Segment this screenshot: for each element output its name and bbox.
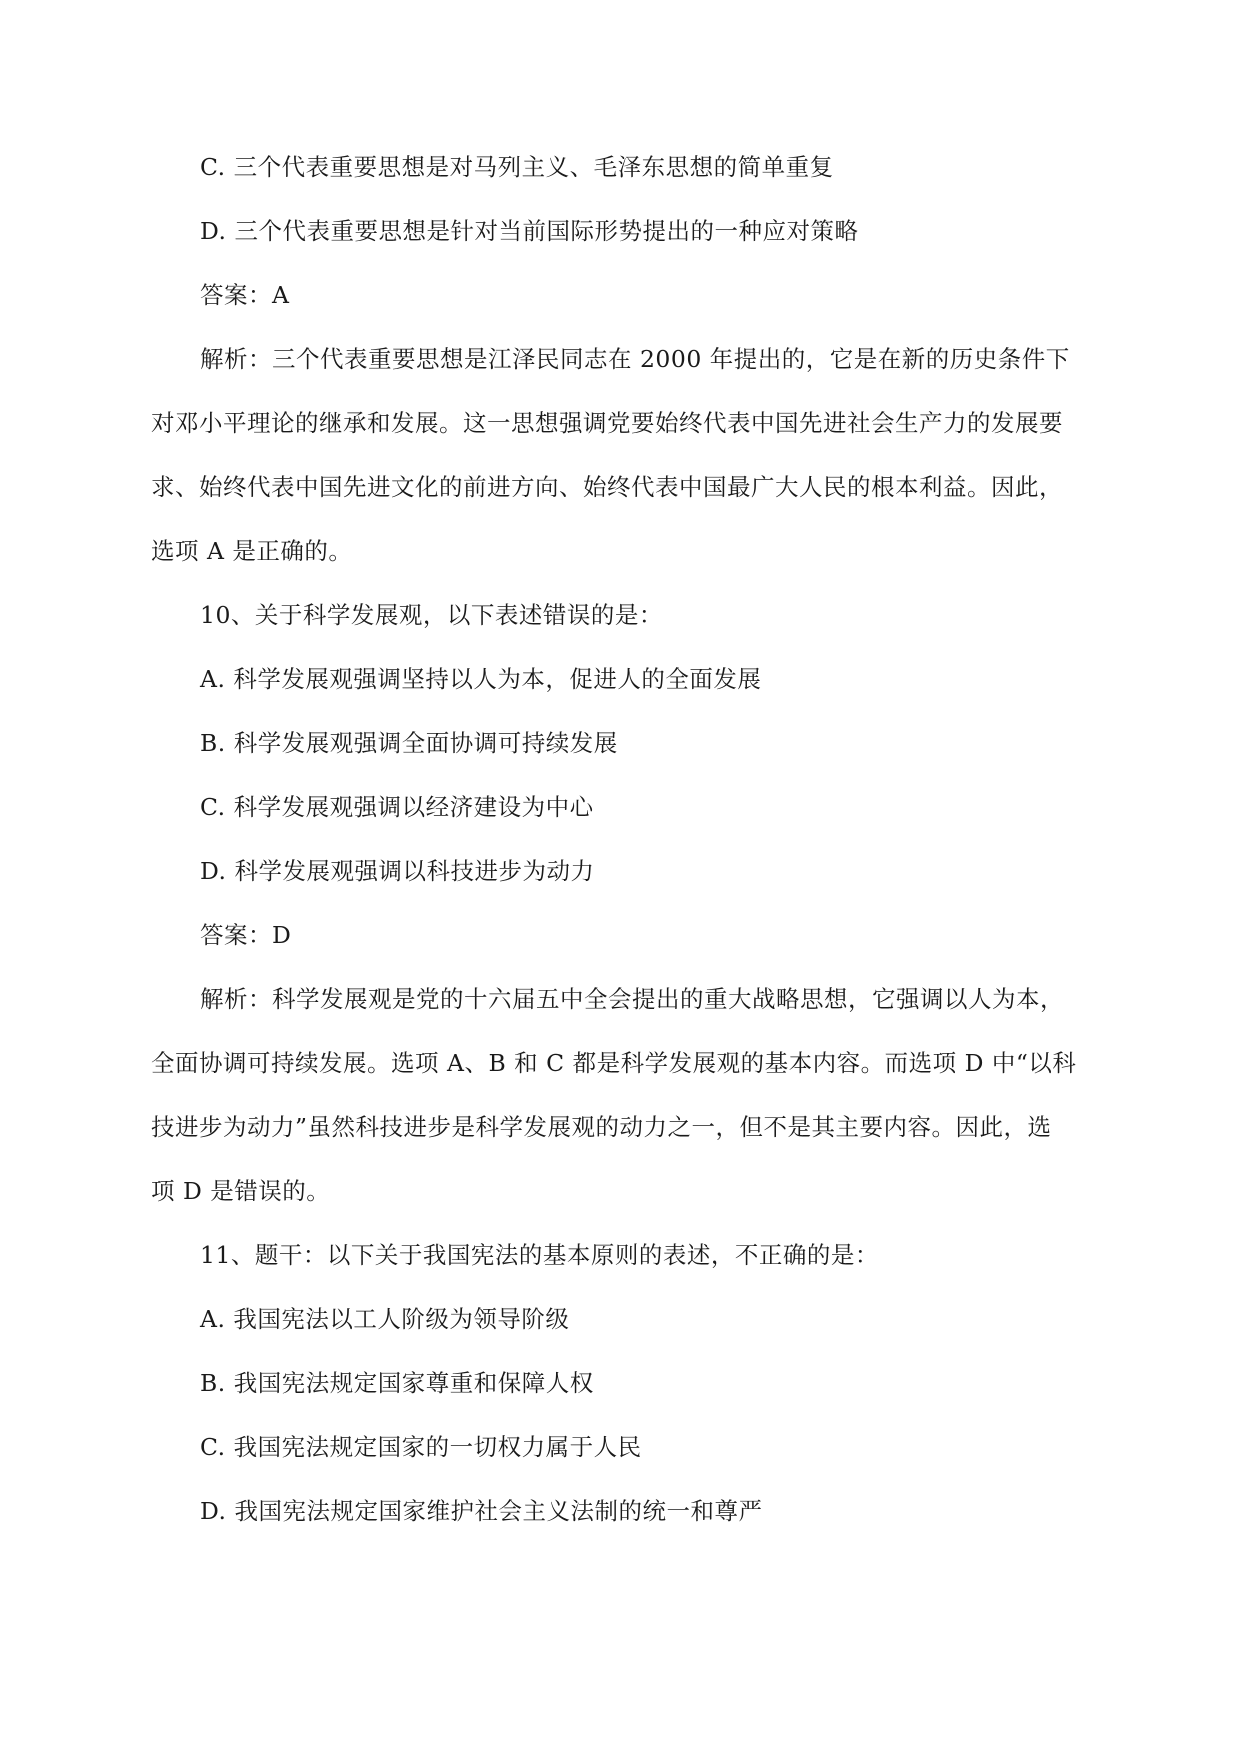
q11-option-d: D. 我国宪法规定国家维护社会主义法制的统一和尊严 <box>200 1497 763 1525</box>
q10-answer: 答案：D <box>200 921 292 949</box>
q10-analysis-line-1: 解析：科学发展观是党的十六届五中全会提出的重大战略思想，它强调以人为本， <box>200 985 1064 1013</box>
q10-option-c: C. 科学发展观强调以经济建设为中心 <box>200 793 594 821</box>
q10-analysis-line-3: 技进步为动力”虽然科技进步是科学发展观的动力之一，但不是其主要内容。因此，选 <box>151 1113 1052 1141</box>
q9-analysis-line-3: 求、始终代表中国先进文化的前进方向、始终代表中国最广大人民的根本利益。因此， <box>151 473 1063 501</box>
q10-option-b: B. 科学发展观强调全面协调可持续发展 <box>200 729 618 757</box>
q9-option-d: D. 三个代表重要思想是针对当前国际形势提出的一种应对策略 <box>200 217 859 245</box>
q9-answer: 答案：A <box>200 281 290 309</box>
q10-analysis-line-4: 项 D 是错误的。 <box>151 1177 331 1205</box>
q10-stem: 10、关于科学发展观，以下表述错误的是： <box>200 601 663 629</box>
q11-option-c: C. 我国宪法规定国家的一切权力属于人民 <box>200 1433 642 1461</box>
q11-option-b: B. 我国宪法规定国家尊重和保障人权 <box>200 1369 594 1397</box>
q11-option-a: A. 我国宪法以工人阶级为领导阶级 <box>200 1305 570 1333</box>
q9-analysis-line-1: 解析：三个代表重要思想是江泽民同志在 2000 年提出的，它是在新的历史条件下 <box>200 345 1070 373</box>
q10-analysis-line-2: 全面协调可持续发展。选项 A、B 和 C 都是科学发展观的基本内容。而选项 D 中“以科 <box>151 1049 1077 1077</box>
q9-analysis-line-2: 对邓小平理论的继承和发展。这一思想强调党要始终代表中国先进社会生产力的发展要 <box>151 409 1063 437</box>
q9-analysis-line-4: 选项 A 是正确的。 <box>151 537 353 565</box>
q10-option-a: A. 科学发展观强调坚持以人为本，促进人的全面发展 <box>200 665 762 693</box>
q11-stem: 11、题干：以下关于我国宪法的基本原则的表述，不正确的是： <box>200 1241 879 1269</box>
q10-option-d: D. 科学发展观强调以科技进步为动力 <box>200 857 595 885</box>
q9-option-c: C. 三个代表重要思想是对马列主义、毛泽东思想的简单重复 <box>200 153 834 181</box>
